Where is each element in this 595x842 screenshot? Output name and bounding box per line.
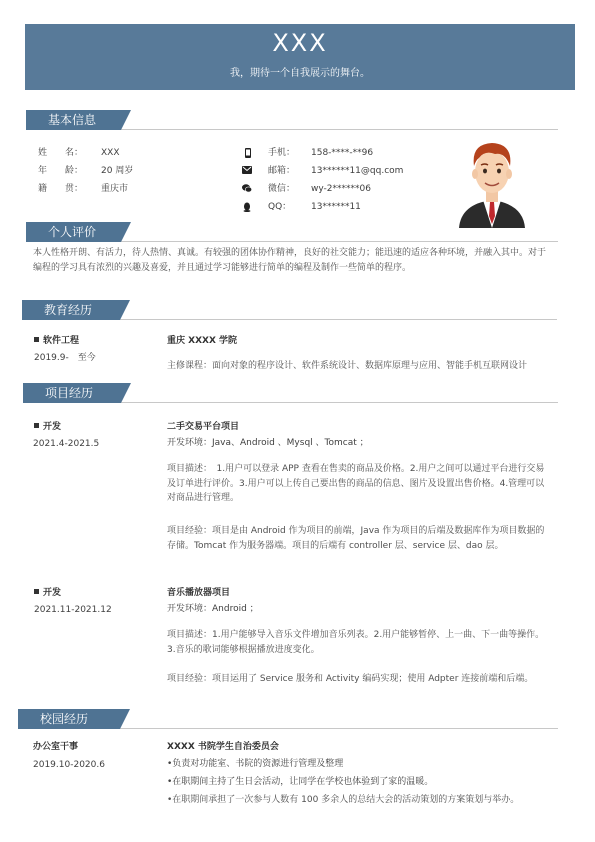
wechat-value: wy-2******06 (311, 184, 371, 194)
project-description: 项目描述： 1.用户可以登录 APP 查看在售卖的商品及价格。2.用户之间可以通过平台进行交易及订单进行评价。3.用户可以上传自己要出售的商品的信息、图片及设置出售价格。4.管理可以对商品进行管理。 (167, 464, 545, 503)
section-title: 校园经历 (18, 709, 120, 729)
project-period: 2021.11-2021.12 (34, 605, 112, 615)
bullet-square (34, 589, 39, 594)
project-title: 二手交易平台项目 (167, 422, 240, 432)
bullet-square (34, 337, 39, 342)
age-value: 20 周岁 (101, 166, 134, 176)
phone-label: 手机： (268, 148, 296, 158)
section-title: 项目经历 (23, 383, 121, 403)
origin-label: 籍 贯： (38, 184, 84, 194)
section-education (22, 300, 557, 320)
project-period: 2021.4-2021.5 (33, 439, 100, 449)
project-experience: 项目经验：项目运用了 Service 服务和 Activity 编码实现；使用 Adpter 连接前端和后端。 (167, 674, 534, 684)
evaluation-text: 本人性格开朗、有活力，待人热情、真诚。有较强的团体协作精神，良好的社交能力；能迅速的适应各种环境，并融入其中。对于编程的学习具有浓烈的兴趣及喜爱，并且通过学习能够进行简单的编程及制作一些简单的程序。 (33, 248, 547, 273)
email-label: 邮箱： (268, 166, 296, 176)
qq-icon (242, 202, 252, 212)
avatar-portrait (455, 136, 529, 228)
resume-header (25, 24, 575, 90)
project-description: 项目描述：1.用户能够导入音乐文件增加音乐列表。2.用户能够暂停、上一曲、下一曲等操作。3.音乐的歌词能够根据播放进度变化。 (167, 630, 545, 655)
campus-role: 办公室干事 (33, 742, 79, 752)
education-courses: 主修课程：面向对象的程序设计、软件系统设计、数据库原理与应用、智能手机互联网设计 (167, 361, 528, 371)
section-title: 教育经历 (22, 300, 120, 320)
phone-value: 158-****-**96 (311, 148, 374, 158)
education-school: 重庆 XXXX 学院 (167, 336, 238, 346)
section-title: 基本信息 (26, 110, 121, 130)
age-label: 年 龄： (38, 166, 84, 176)
name-value: XXX (101, 148, 120, 158)
qq-label: QQ： (268, 202, 292, 212)
section-evaluation (26, 222, 558, 242)
section-title: 个人评价 (26, 222, 121, 242)
campus-item: •在职期间承担了一次参与人数有 100 多余人的总结大会的活动策划的方案策划与举办。 (167, 795, 520, 805)
project-env: 开发环境：Android ； (167, 604, 259, 614)
project-role: 开发 (34, 586, 61, 600)
campus-organization: XXXX 书院学生自治委员会 (167, 742, 279, 752)
name-label: 姓 名： (38, 148, 84, 158)
campus-period: 2019.10-2020.6 (33, 760, 105, 770)
education-major: 软件工程 (34, 334, 79, 348)
campus-item: •负责对功能室、书院的资源进行管理及整理 (167, 759, 344, 769)
origin-value: 重庆市 (101, 184, 129, 194)
project-role: 开发 (34, 420, 61, 434)
section-basic-info (26, 110, 558, 130)
resume-name: XXX (272, 29, 328, 57)
wechat-label: 微信： (268, 184, 296, 194)
education-period: 2019.9- 至今 (34, 353, 96, 363)
project-experience: 项目经验：项目是由 Android 作为项目的前端，Java 作为项目的后端及数据库作为项目数据的存储。Tomcat 作为服务器端。项目的后端有 controller 层、service 层、dao 层。 (167, 526, 545, 551)
section-campus (18, 709, 558, 729)
project-env: 开发环境：Java、Android 、Mysql 、Tomcat ； (167, 438, 369, 448)
campus-item: •在职期间主持了生日会活动，让同学在学校也体验到了家的温暖。 (167, 777, 434, 787)
bullet-square (34, 423, 39, 428)
wechat-icon (242, 184, 252, 194)
phone-icon (243, 148, 253, 158)
qq-value: 13******11 (311, 202, 361, 212)
email-icon (242, 166, 252, 176)
email-value: 13******11@qq.com (311, 166, 404, 176)
section-projects (23, 383, 558, 403)
resume-tagline: 我，期待一个自我展示的舞台。 (230, 68, 370, 79)
project-title: 音乐播放器项目 (167, 588, 231, 598)
